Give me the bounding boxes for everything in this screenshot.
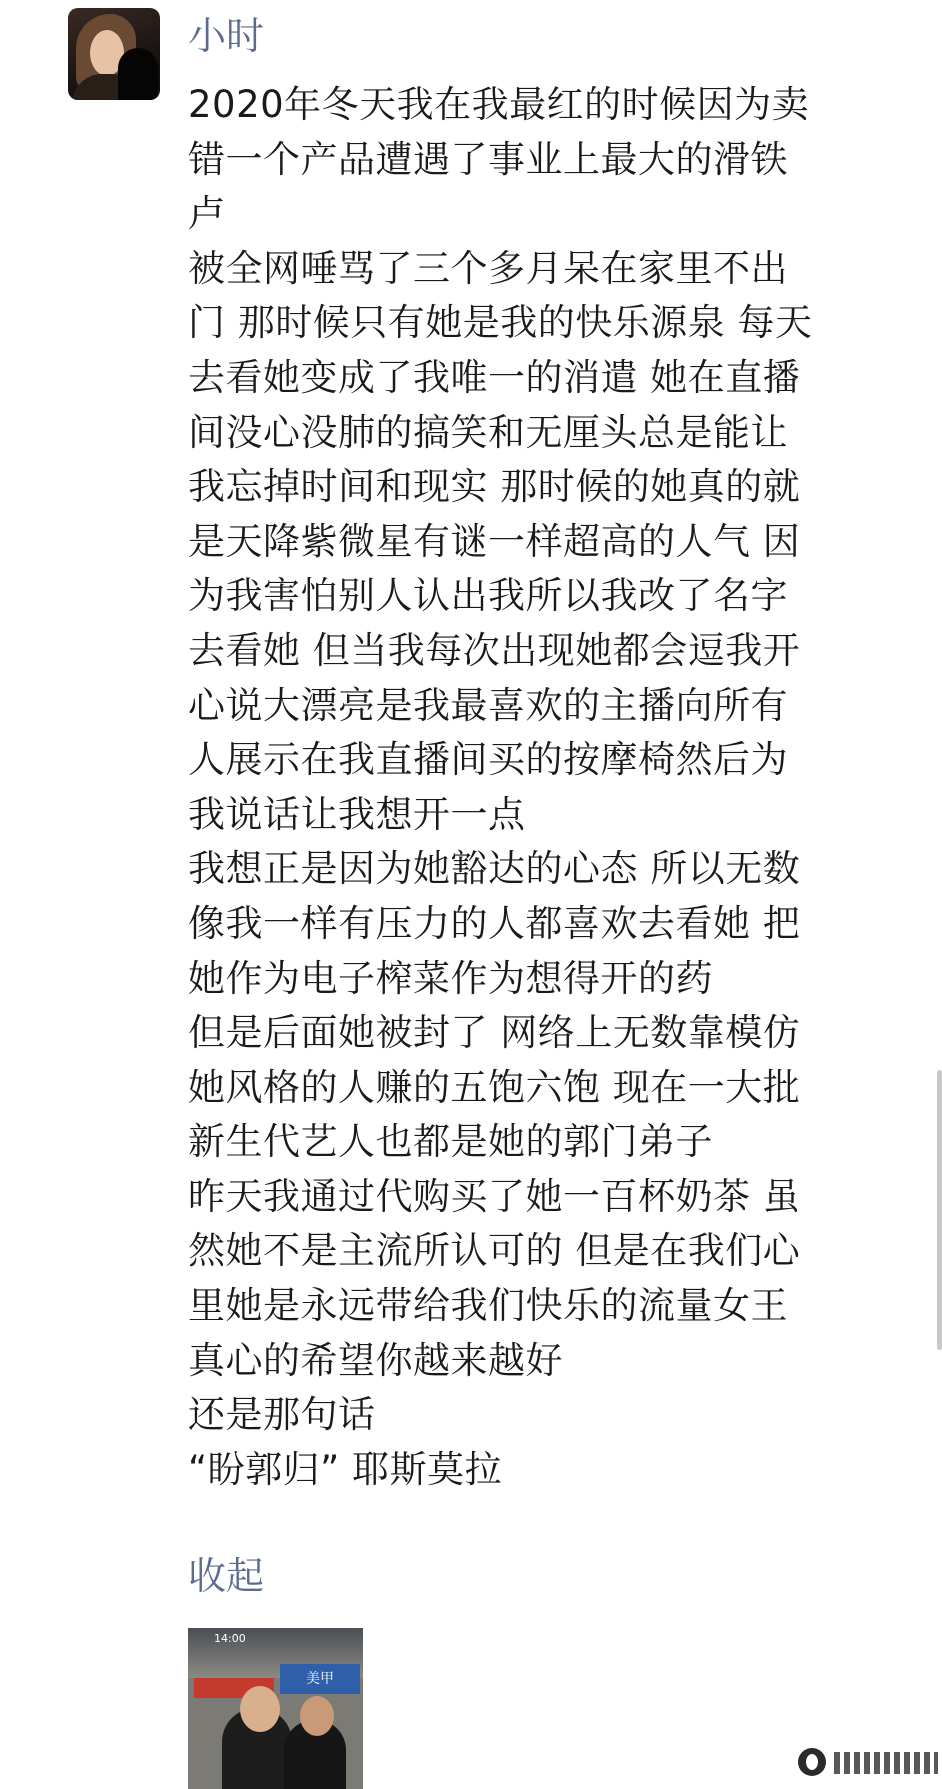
post-line: 昨天我通过代购买了她一百杯奶茶 虽	[188, 1174, 801, 1218]
post-line: 然她不是主流所认可的 但是在我们心	[188, 1229, 801, 1273]
post-line: 错一个产品遭遇了事业上最大的滑铁	[188, 137, 788, 181]
post-line: “盼郭归” 耶斯莫拉	[188, 1447, 503, 1491]
post-line: 我忘掉时间和现实 那时候的她真的就	[188, 465, 801, 509]
scrollbar[interactable]	[937, 1070, 942, 1350]
thumbnail-time: 14:00	[214, 1632, 246, 1645]
post-line: 心说大漂亮是我最喜欢的主播向所有	[188, 683, 788, 727]
thumbnail-person-head	[240, 1686, 280, 1732]
post-line: 2020年冬天我在我最红的时候因为卖	[188, 83, 810, 126]
post-body	[188, 78, 888, 1497]
username[interactable]: 小时	[188, 14, 265, 58]
post-line: 我想正是因为她豁达的心态 所以无数	[188, 847, 801, 891]
post-line: 卢	[188, 192, 226, 236]
post-line: 被全网唾骂了三个多月呆在家里不出	[188, 246, 788, 290]
logo-mark-icon	[798, 1748, 826, 1776]
avatar-cat	[118, 48, 158, 100]
post-line: 她作为电子榨菜作为想得开的药	[188, 956, 713, 1000]
post-line: 人展示在我直播间买的按摩椅然后为	[188, 738, 788, 782]
post-line: 里她是永远带给我们快乐的流量女王	[188, 1284, 788, 1328]
thumbnail-shop-sign: 美甲	[280, 1664, 360, 1694]
post-line: 间没心没肺的搞笑和无厘头总是能让	[188, 410, 788, 454]
thumbnail-person-head	[300, 1696, 334, 1736]
post-line: 新生代艺人也都是她的郭门弟子	[188, 1120, 713, 1164]
post-line: 真心的希望你越来越好	[188, 1338, 563, 1382]
post-line: 还是那句话	[188, 1393, 376, 1437]
avatar[interactable]	[68, 8, 160, 100]
post-line: 门 那时候只有她是我的快乐源泉 每天	[188, 301, 813, 345]
post-line: 去看她变成了我唯一的消遣 她在直播	[188, 355, 801, 399]
logo-wordmark	[834, 1752, 938, 1774]
post-line: 是天降紫微星有谜一样超高的人气 因	[188, 519, 801, 563]
post-line: 像我一样有压力的人都喜欢去看她 把	[188, 901, 801, 945]
post-line: 她风格的人赚的五饱六饱 现在一大批	[188, 1065, 801, 1109]
post-line: 但是后面她被封了 网络上无数靠模仿	[188, 1011, 801, 1055]
watermark-logo	[798, 1740, 942, 1780]
post-image-thumbnail[interactable]	[188, 1628, 363, 1789]
collapse-link[interactable]: 收起	[188, 1554, 265, 1598]
post-line: 我说话让我想开一点	[188, 792, 526, 836]
post-line: 为我害怕别人认出我所以我改了名字	[188, 574, 788, 618]
post-line: 去看她 但当我每次出现她都会逗我开	[188, 628, 801, 672]
